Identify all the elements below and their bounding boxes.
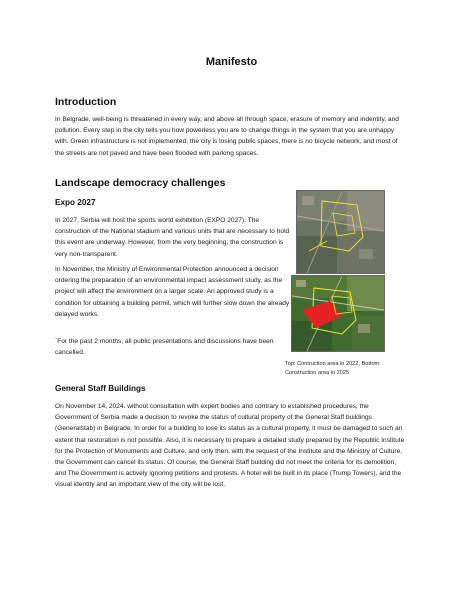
general-staff-heading: General Staff Buildings <box>55 384 146 393</box>
satellite-2022-graphic <box>297 191 384 273</box>
introduction-paragraph: In Belgrade, well-being is threatened in every way, and above all through space, erasure of memory and indentity, and pollution. Every step in the city tells you how powerless you are to change things in the system that you are unhappy with. Green infrastructure is not implemented, the city is losing public spaces, there is no bicycle network, and most of the streets are not paved and have been flooded with parking spaces. <box>55 116 399 157</box>
satellite-image-2022 <box>296 190 385 274</box>
expo-paragraph-3: `For the past 2 months, all public presentations and discussions have been cancelled. <box>55 338 274 357</box>
page-title: Manifesto <box>205 56 258 68</box>
satellite-2025-graphic <box>292 276 384 351</box>
expo-paragraph-1: In 2027, Serbia will host the sports world exhibition (EXPO 2027). The construction of the National stadium and various units that are necessary to hold this event are underway. However, from the very beginning, the construction is very non-transparent. <box>55 217 290 258</box>
general-staff-paragraph: On November 14, 2024. without consultation with expert bodies and contrary to established procedures, the Government of Serbia made a decision to revoke the status of cultural property of the General Staff buildings (Generalštab) in Belgrade. In order for a building to lose its status as a cultural property, it must be damaged to such an extent that restoration is not possible. Also, it is necessary to prepare a detailed study prepared by the Republic Institute for the Protection of Monuments and Culture, and only then, with the request of the Institute and the Ministry of Culture, the Government can cancel its status. Of course, the General Staff building did not meet the criteria for its demolition, and The Government is actively ignoring petitions and protests. A hotel will be built in its place (Trump Towers), and the visual identity and an important view of the city will be lost. <box>55 403 405 489</box>
introduction-heading: Introduction <box>55 96 117 108</box>
challenges-heading: Landscape democracy challenges <box>55 177 226 189</box>
expo-heading: Expo 2027 <box>55 198 96 207</box>
expo-paragraph-2: In November, the Ministry of Environmental Protection announced a decision ordering the preparation of an environmental impact assessment study, as the project will affect the environment on a larger scale. An approved study is a condition for obtaining a building permit, which will further slow down the already delayed works. <box>55 266 290 318</box>
satellite-image-2025 <box>291 275 385 352</box>
image-caption: Top: Contruction area in 2022, Bottom: Construction area in 2025 <box>285 361 381 376</box>
